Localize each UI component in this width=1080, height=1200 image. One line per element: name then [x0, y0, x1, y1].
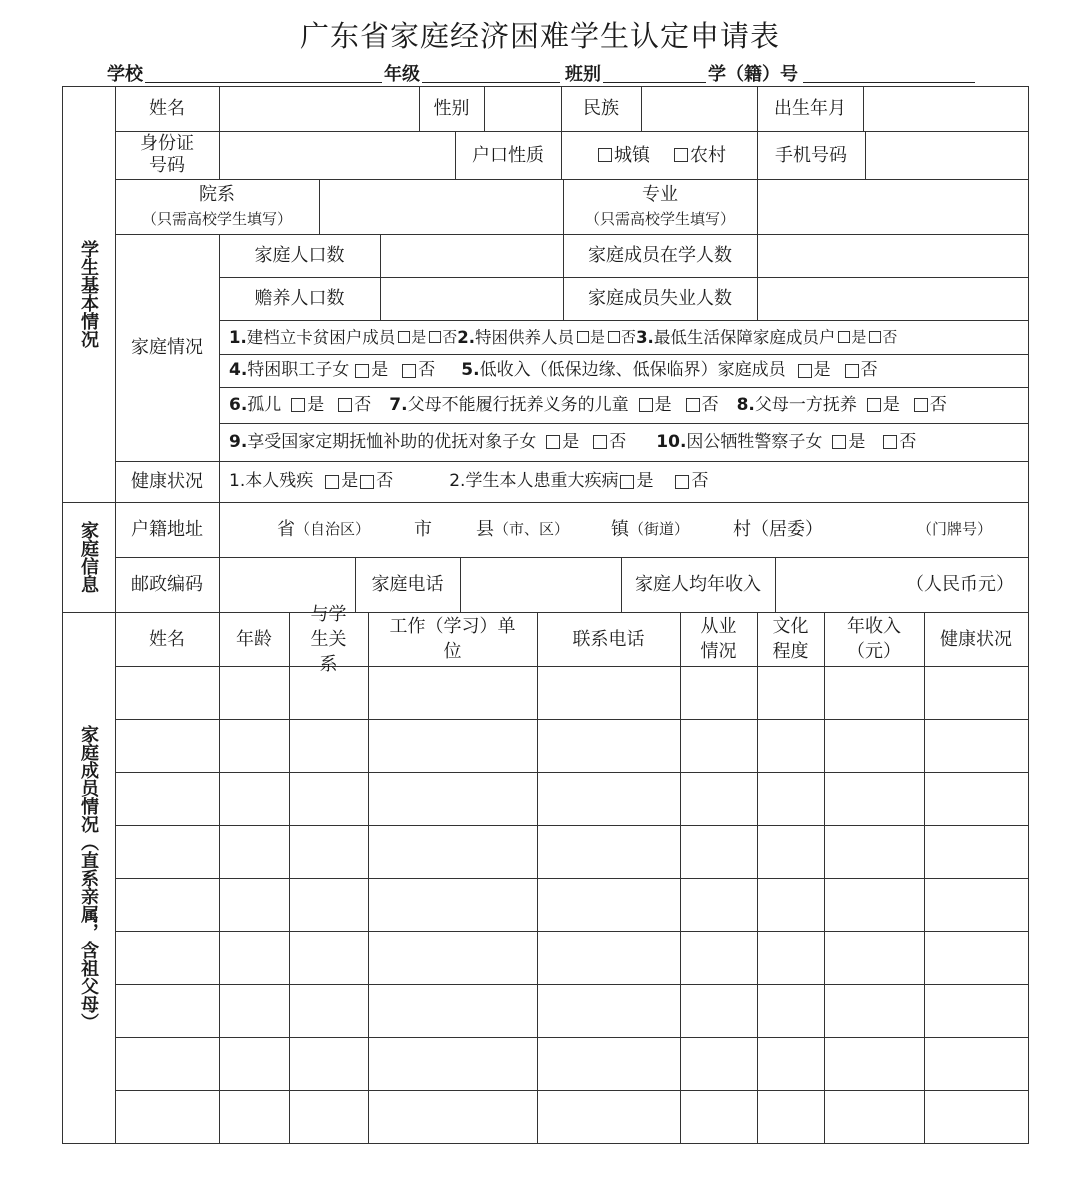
health-disabled-text: 1.本人残疾	[229, 471, 314, 491]
town-label: 镇	[611, 519, 630, 540]
id-number-label	[115, 131, 219, 179]
conditions-row-2	[219, 354, 1028, 387]
c3-text: 最低生活保障家庭成员户	[653, 327, 836, 347]
c6-no-checkbox[interactable]	[338, 398, 352, 412]
c3-num: 3.	[636, 327, 654, 347]
conditions-row-4	[219, 423, 1028, 461]
c4-text: 特困职工子女	[247, 360, 350, 380]
gender-field[interactable]	[484, 86, 561, 131]
c1-text: 建档立卡贫困户成员	[246, 327, 396, 347]
rural-checkbox[interactable]	[674, 148, 688, 162]
c7-yes-checkbox[interactable]	[639, 398, 653, 412]
household-size-field[interactable]	[380, 234, 563, 277]
c1-num: 1.	[229, 327, 247, 347]
home-phone-field[interactable]	[460, 557, 621, 612]
province-label: 省	[277, 519, 295, 540]
c8-yes-checkbox[interactable]	[867, 398, 881, 412]
c4-no: 否	[418, 360, 436, 380]
member-col-employment: 从业情况	[700, 616, 737, 662]
grade-label: 年级	[384, 64, 420, 85]
member-row[interactable]	[116, 932, 1028, 984]
c4-yes-checkbox[interactable]	[355, 364, 369, 378]
name-field[interactable]	[219, 86, 419, 131]
c2-num: 2.	[457, 327, 476, 347]
phone-label: 手机号码	[775, 144, 847, 166]
member-col-age: 年龄	[236, 628, 272, 650]
town-note: （街道）	[629, 520, 690, 538]
c9-no: 否	[609, 431, 627, 452]
h2-yes: 是	[636, 471, 654, 491]
village-label: 村（居委）	[733, 519, 824, 540]
h2-no-checkbox[interactable]	[675, 475, 689, 489]
member-col-phone: 联系电话	[572, 628, 645, 650]
c9-text: 享受国家定期抚恤补助的优抚对象子女	[247, 431, 537, 452]
c10-text: 因公牺牲警察子女	[686, 431, 823, 452]
member-col-relation: 与学生关系	[310, 603, 347, 675]
c1-yes-checkbox[interactable]	[398, 331, 410, 343]
county-note: （市、区）	[494, 520, 570, 538]
c6-yes-checkbox[interactable]	[291, 398, 305, 412]
c5-yes: 是	[813, 360, 831, 380]
dependents-field[interactable]	[380, 277, 563, 320]
gender-label: 性别	[433, 98, 470, 119]
c4-yes: 是	[371, 360, 389, 380]
department-text: 院系	[199, 183, 235, 205]
c5-yes-checkbox[interactable]	[798, 364, 812, 378]
id-label-line1: 身份证	[140, 133, 194, 154]
c4-no-checkbox[interactable]	[402, 364, 416, 378]
member-row[interactable]	[116, 826, 1028, 878]
section-members-text: 家庭成员情况（直系亲属，含祖父母）	[78, 724, 99, 1031]
c9-no-checkbox[interactable]	[593, 435, 607, 449]
home-phone-label: 家庭电话	[371, 574, 444, 595]
rural-label: 农村	[690, 144, 726, 166]
conditions-row-1	[219, 320, 1028, 354]
h1-yes: 是	[341, 471, 359, 491]
c3-no-checkbox[interactable]	[869, 331, 881, 343]
student-id-label: 学（籍）号	[708, 64, 798, 85]
section-family-info-label	[62, 502, 115, 612]
h1-no: 否	[376, 471, 394, 491]
c8-num: 8.	[736, 394, 755, 415]
address-label: 户籍地址	[131, 519, 203, 540]
members-in-school-label: 家庭成员在学人数	[588, 245, 732, 266]
c8-no: 否	[929, 394, 947, 415]
c5-text: 低收入（低保边缘、低保临界）家庭成员	[479, 360, 786, 380]
section-members-label	[62, 612, 115, 1143]
urban-label: 城镇	[614, 144, 650, 166]
member-row[interactable]	[116, 985, 1028, 1037]
c2-yes: 是	[590, 327, 606, 346]
member-row[interactable]	[116, 667, 1028, 719]
c10-no: 否	[899, 431, 917, 452]
ethnicity-label: 民族	[583, 98, 619, 119]
c6-yes: 是	[307, 394, 325, 415]
urban-checkbox[interactable]	[598, 148, 612, 162]
phone-field[interactable]	[865, 131, 1028, 179]
id-number-field[interactable]	[219, 131, 455, 179]
door-number-note: （门牌号）	[917, 520, 993, 538]
c7-num: 7.	[389, 394, 408, 415]
family-situation-label: 家庭情况	[131, 337, 203, 358]
school-label: 学校	[107, 64, 143, 85]
c5-num: 5.	[461, 360, 480, 380]
c9-num: 9.	[229, 431, 248, 452]
member-col-name: 姓名	[149, 628, 185, 650]
health-options	[219, 461, 1028, 502]
health-status-label: 健康状况	[131, 471, 203, 492]
c6-no: 否	[354, 394, 372, 415]
address-field[interactable]	[219, 502, 1028, 557]
h2-yes-checkbox[interactable]	[620, 475, 634, 489]
c10-no-checkbox[interactable]	[883, 435, 897, 449]
members-in-school-field[interactable]	[757, 234, 1028, 277]
member-col-workplace: 工作（学习）单位	[389, 616, 516, 662]
c1-no-checkbox[interactable]	[429, 331, 441, 343]
h1-yes-checkbox[interactable]	[325, 475, 339, 489]
form-title: 广东省家庭经济困难学生认定申请表	[299, 19, 780, 53]
c7-no-checkbox[interactable]	[686, 398, 700, 412]
birth-label: 出生年月	[774, 98, 846, 119]
class-underline[interactable]	[603, 82, 706, 83]
major-field[interactable]	[757, 179, 1028, 234]
c9-yes-checkbox[interactable]	[546, 435, 560, 449]
member-row[interactable]	[116, 1091, 1028, 1143]
school-underline[interactable]	[145, 82, 382, 83]
member-col-education: 文化程度	[772, 616, 809, 662]
per-capita-income-field[interactable]	[775, 557, 1028, 612]
c4-num: 4.	[229, 360, 248, 380]
c7-text: 父母不能履行抚养义务的儿童	[407, 394, 629, 415]
c8-yes: 是	[882, 394, 900, 415]
h1-no-checkbox[interactable]	[360, 475, 374, 489]
c1-no: 否	[442, 327, 458, 346]
c3-yes: 是	[851, 327, 867, 346]
members-unemployed-label: 家庭成员失业人数	[588, 288, 732, 309]
major-label	[563, 179, 757, 234]
c5-no-checkbox[interactable]	[845, 364, 859, 378]
dependents-label: 赡养人口数	[254, 288, 345, 309]
per-capita-income-label: 家庭人均年收入	[635, 574, 761, 595]
currency-note: （人民币元）	[906, 574, 1014, 595]
members-unemployed-field[interactable]	[757, 277, 1028, 320]
household-size-label: 家庭人口数	[254, 245, 345, 266]
c1-yes: 是	[411, 327, 427, 346]
c10-yes-checkbox[interactable]	[832, 435, 846, 449]
member-col-income: 年收入（元）	[847, 616, 901, 662]
class-label: 班别	[565, 64, 601, 85]
c5-no: 否	[860, 360, 878, 380]
c8-text: 父母一方抚养	[754, 394, 857, 415]
province-note: （自治区）	[295, 520, 371, 538]
c7-no: 否	[701, 394, 719, 415]
section-basic-text: 学生基本情况	[78, 240, 99, 348]
c2-text: 特困供养人员	[475, 327, 575, 347]
hukou-type-options	[561, 131, 757, 179]
grade-underline[interactable]	[422, 82, 560, 83]
c2-no: 否	[621, 327, 637, 346]
id-label-line2: 号码	[149, 155, 185, 176]
c10-num: 10.	[656, 431, 687, 452]
section-basic-label	[62, 86, 115, 502]
c10-yes: 是	[848, 431, 866, 452]
member-row[interactable]	[116, 1038, 1028, 1090]
c8-no-checkbox[interactable]	[914, 398, 928, 412]
department-field[interactable]	[319, 179, 563, 234]
member-col-health: 健康状况	[940, 628, 1012, 650]
conditions-row-3	[219, 387, 1028, 423]
department-note: （只需高校学生填写）	[141, 209, 292, 228]
department-label	[115, 179, 319, 234]
c6-text: 孤儿	[247, 394, 282, 415]
c3-yes-checkbox[interactable]	[838, 331, 850, 343]
ethnicity-field[interactable]	[641, 86, 757, 131]
birth-field[interactable]	[863, 86, 1028, 131]
county-label: 县	[476, 519, 495, 540]
name-label: 姓名	[149, 98, 185, 119]
member-row[interactable]	[116, 720, 1028, 772]
postcode-label: 邮政编码	[131, 574, 203, 595]
c2-yes-checkbox[interactable]	[577, 331, 589, 343]
hukou-type-label: 户口性质	[472, 144, 544, 166]
major-text: 专业	[642, 183, 678, 205]
city-label: 市	[414, 519, 433, 540]
member-row[interactable]	[116, 879, 1028, 931]
c9-yes: 是	[562, 431, 580, 452]
c6-num: 6.	[229, 394, 248, 415]
h2-no: 否	[691, 471, 709, 491]
c3-no: 否	[882, 327, 898, 346]
c2-no-checkbox[interactable]	[608, 331, 620, 343]
health-illness-text: 2.学生本人患重大疾病	[449, 471, 619, 491]
section-family-info-text: 家庭信息	[78, 521, 99, 593]
major-note: （只需高校学生填写）	[584, 209, 735, 228]
c7-yes: 是	[654, 394, 672, 415]
student-id-underline[interactable]	[803, 82, 975, 83]
member-row[interactable]	[116, 773, 1028, 825]
